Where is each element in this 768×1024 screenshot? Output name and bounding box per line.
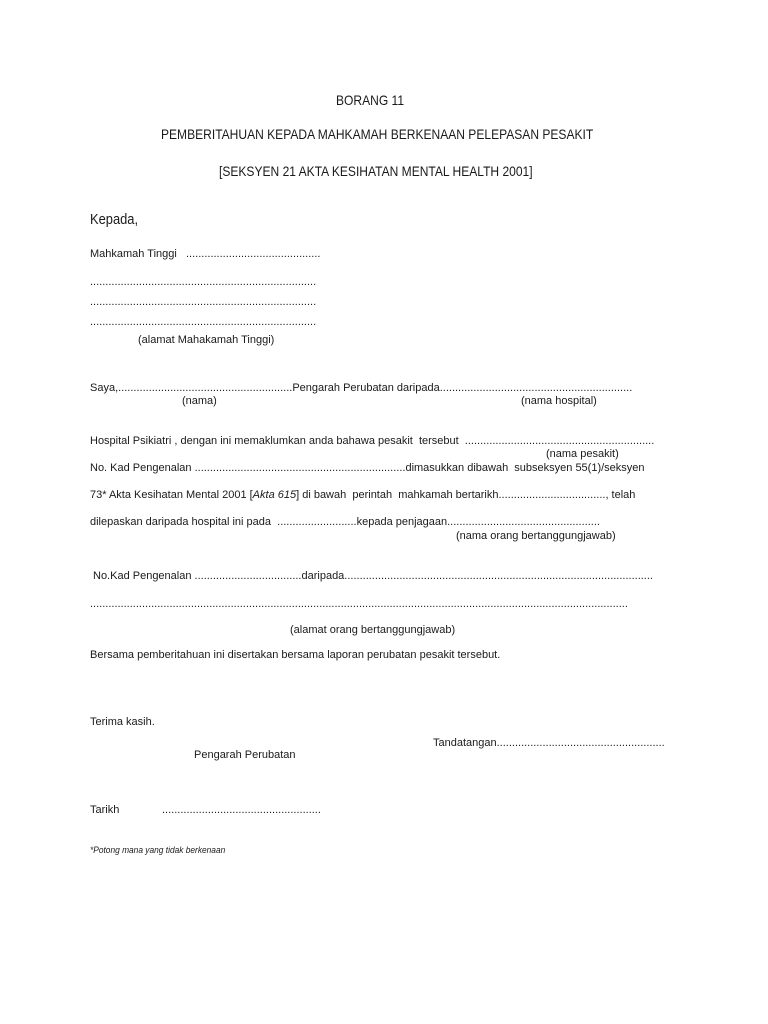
court-name-line: Mahkamah Tinggi ............................................ xyxy=(90,248,321,260)
caption-responsible-address: (alamat orang bertanggungjawab) xyxy=(290,624,456,636)
act-line-start: 73* Akta Kesihatan Mental 2001 [ xyxy=(90,489,253,501)
date-line: .................................................... xyxy=(162,804,321,816)
caption-responsible-person: (nama orang bertanggungjawab) xyxy=(456,530,616,542)
date-label: Tarikh xyxy=(90,804,120,816)
court-address-line-1: .......................................................................... xyxy=(90,276,317,288)
closing-thanks: Terima kasih. xyxy=(90,716,155,728)
signatory-title: Pengarah Perubatan xyxy=(194,749,296,761)
hospital-patient-line: Hospital Psikiatri , dengan ini memaklumkan anda bahawa pesakit tersebut .............................................................. xyxy=(90,435,655,447)
salutation: Kepada, xyxy=(90,211,139,228)
court-address-line-3: .......................................................................... xyxy=(90,316,317,328)
enclosure-statement: Bersama pemberitahuan ini disertakan bersama laporan perubatan pesakit tersebut. xyxy=(90,649,501,661)
act-reference: Akta 615 xyxy=(252,489,297,501)
caption-hospital-name: (nama hospital) xyxy=(521,395,597,407)
patient-ic-line: No. Kad Pengenalan .....................................................................dimasukkan dibawah subseksyen 55(1)/seksyen xyxy=(90,462,645,474)
caption-patient-name: (nama pesakit) xyxy=(546,448,619,460)
form-number: BORANG 11 xyxy=(336,92,405,108)
responsible-ic-line: No.Kad Pengenalan ...................................daripada..................................................................................................... xyxy=(93,570,653,582)
signature-line: Tandatangan....................................................... xyxy=(433,737,665,749)
footnote: *Potong mana yang tidak berkenaan xyxy=(90,845,226,856)
act-line xyxy=(90,489,635,502)
director-line: Saya,.........................................................Pengarah Perubatan daripada............................................................... xyxy=(90,382,633,394)
form-title: PEMBERITAHUAN KEPADA MAHKAMAH BERKENAAN PELEPASAN PESAKIT xyxy=(161,126,594,142)
discharge-line: dilepaskan daripada hospital ini pada ..........................kepada penjagaan.................................................. xyxy=(90,516,600,528)
statute-reference: [SEKSYEN 21 AKTA KESIHATAN MENTAL HEALTH 2001] xyxy=(219,163,533,179)
act-line-end: ] di bawah perintah mahkamah bertarikh..................................., telah xyxy=(296,489,636,501)
court-address-caption: (alamat Mahakamah Tinggi) xyxy=(138,334,275,346)
caption-name: (nama) xyxy=(182,395,217,407)
court-address-line-2: .......................................................................... xyxy=(90,296,317,308)
responsible-address-line: ................................................................................................................................................................................ xyxy=(90,598,628,610)
